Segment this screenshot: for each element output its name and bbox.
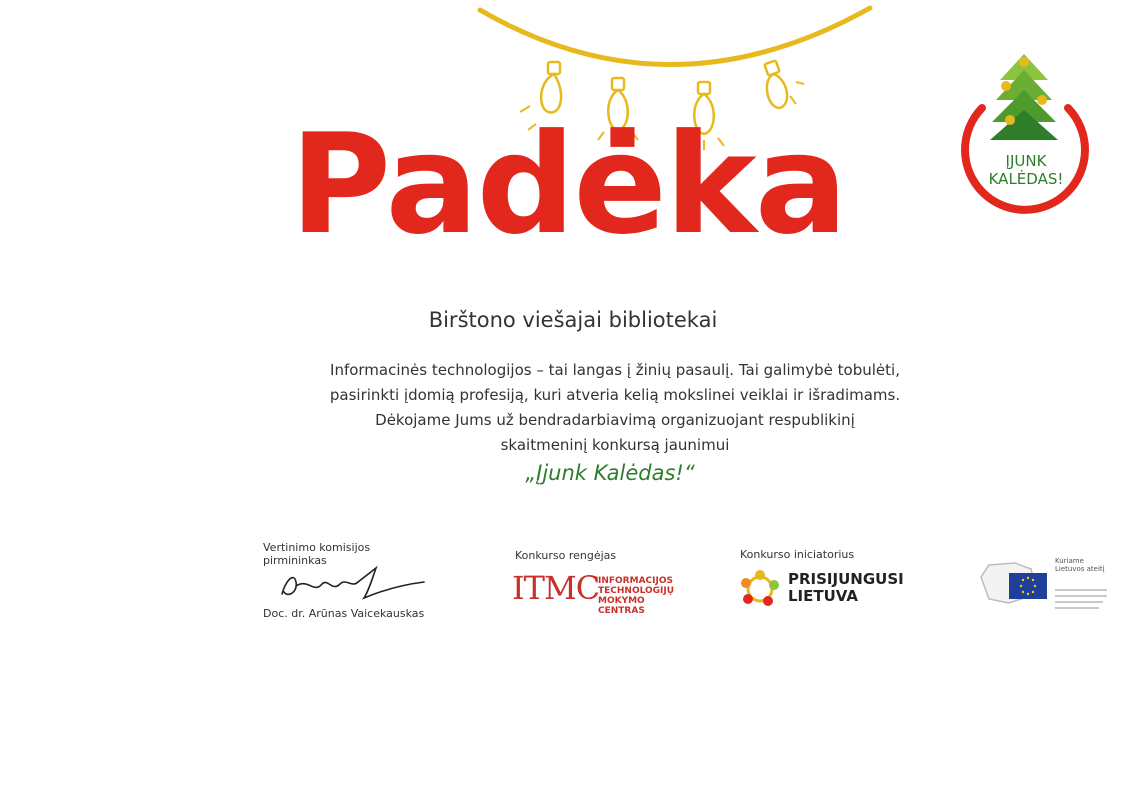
signature-role-line: Vertinimo komisijos [263,541,371,554]
body-line: Dėkojame Jums už bendradarbiavimą organizuojant respublikinį [375,411,855,429]
itmc-logo-line: TECHNOLOGIJŲ [598,586,675,596]
pl-logo-line: PRISIJUNGUSI [788,570,904,588]
page-title: Padėka [290,104,846,265]
recipient: Birštono viešajai bibliotekai [428,308,718,332]
body-line: pasirinkti įdomią profesiją, kuri atveria kelią mokslinei veiklai ir išradimams. [329,386,901,404]
itmc-logo-line: INFORMACIJOS [598,576,673,586]
signature-name: Doc. dr. Arūnas Vaicekauskas [263,607,425,620]
eu-heading-line: Kuriame [1055,557,1084,565]
badge-line2: KALĖDAS! [988,170,1064,188]
pl-logo-line: LIETUVA [788,587,858,605]
eu-heading-line: Lietuvos ateitį [1055,565,1105,573]
itmc-logo-line: MOKYMO CENTRAS [598,596,645,616]
body-text [300,358,930,458]
body-line: Informacinės technologijos – tai langas į žinių pasaulį. Tai galimybė tobulėti, [330,361,900,379]
initiator-label: Konkurso iniciatorius [740,548,855,561]
ijunk-kaledas-badge [944,48,1106,228]
body-line: skaitmeninį konkursą jaunimui [500,436,730,454]
signature-role-line: pirmininkas [263,554,327,567]
prisijungusi-lietuva-logo [740,567,930,611]
eu-heading [1055,557,1105,573]
organizer-label: Konkurso rengėjas [515,549,617,562]
itmc-logo-text [598,576,692,616]
contest-name: „Įjunk Kalėdas!“ [525,461,695,485]
itmc-logo-mark: ITMC [512,569,600,607]
handwritten-signature [268,564,428,608]
itmc-logo [512,568,692,616]
badge-line1: ĮJUNK [1005,152,1047,170]
light-bulb-icon [764,60,804,108]
connected-dots-icon [740,569,780,609]
christmas-tree-icon [944,48,1106,228]
prisijungusi-lietuva-text [788,571,904,605]
eu-funding-block [975,555,1110,617]
